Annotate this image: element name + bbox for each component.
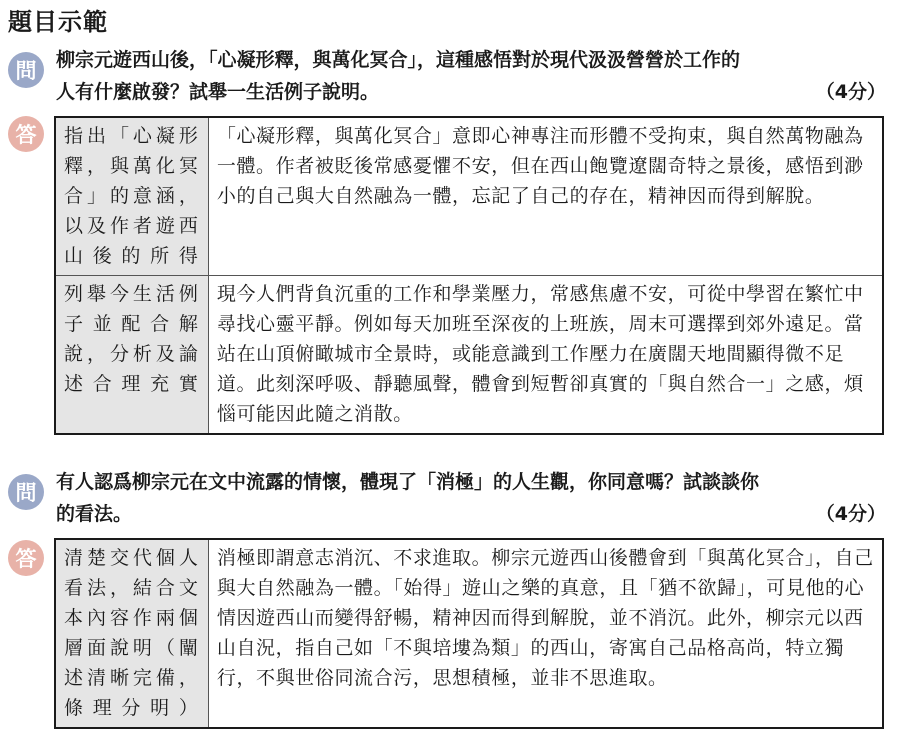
question-badge-icon: 問 — [8, 52, 44, 88]
page-title: 題目示範 — [8, 7, 108, 36]
answer-2-row-1-text: 消極即謂意志消沉、不求進取。柳宗元遊西山後體會到「與萬化冥合」，自己與大自然融為一體。「始得」遊山之樂的真意，且「猶不欲歸」，可見他的心情因遊西山而變得舒暢，精神因而得到解脫，並不消沉。此外，柳宗元以西山自況，指自己如「不與培塿為類」的西山，寄寓自己品格高尚，特立獨行，不與世俗同流合污，思想積極，並非不思進取。 — [216, 547, 874, 689]
question-1-line-1: 柳宗元遊西山後，「心凝形釋，與萬化冥合」，這種感悟對於現代汲汲營營於工作的 — [56, 49, 741, 71]
answer-1-row-2-criteria: 列舉今生活例子並配合解說，分析及論述合理充實 — [55, 276, 208, 435]
answer-1-row-2-text: 現今人們背負沉重的工作和學業壓力，常感焦慮不安，可從中學習在繁忙中尋找心靈平靜。例如每天加班至深夜的上班族，周末可選擇到郊外遠足。當站在山頂俯瞰城市全景時，或能意識到工作壓力在廣闊天地間顯得微不足道。此刻深呼吸、靜聽風聲，體會到短暫卻真實的「與自然合一」之感，煩惱可能因此隨之消散。 — [208, 276, 883, 435]
answer-1-table — [54, 116, 884, 435]
answer-1-row-1 — [55, 117, 883, 276]
question-2-line-2: 的看法。 — [56, 503, 133, 525]
question-badge-icon: 問 — [8, 474, 44, 510]
answer-1-row-2 — [55, 276, 883, 435]
question-1 — [56, 44, 886, 108]
question-1-score: （4分） — [815, 81, 886, 103]
question-2-line-1: 有人認爲柳宗元在文中流露的情懷，體現了「消極」的人生觀，你同意嗎？試談談你 — [56, 471, 760, 493]
answer-2-row-1 — [55, 539, 883, 728]
answer-2-table — [54, 538, 884, 729]
question-2-score: （4分） — [815, 503, 886, 525]
question-2 — [56, 466, 886, 530]
answer-badge-icon: 答 — [8, 540, 44, 576]
answer-badge-icon: 答 — [8, 116, 44, 152]
answer-2-row-1-criteria: 清楚交代個人看法，結合文本內容作兩個層面說明（闡述清晰完備，條理分明） — [55, 539, 208, 728]
answer-1-row-1-text: 「心凝形釋，與萬化冥合」意即心神專注而形體不受拘束，與自然萬物融為一體。作者被貶後常感憂懼不安，但在西山飽覽遼闊奇特之景後，感悟到渺小的自己與大自然融為一體，忘記了自己的存在，精神因而得到解脫。 — [216, 125, 864, 207]
answer-1-row-1-criteria: 指出「心凝形釋，與萬化冥合」的意涵，以及作者遊西山後的所得 — [55, 117, 208, 276]
question-1-line-2: 人有什麼啟發？試舉一生活例子說明。 — [56, 81, 380, 103]
